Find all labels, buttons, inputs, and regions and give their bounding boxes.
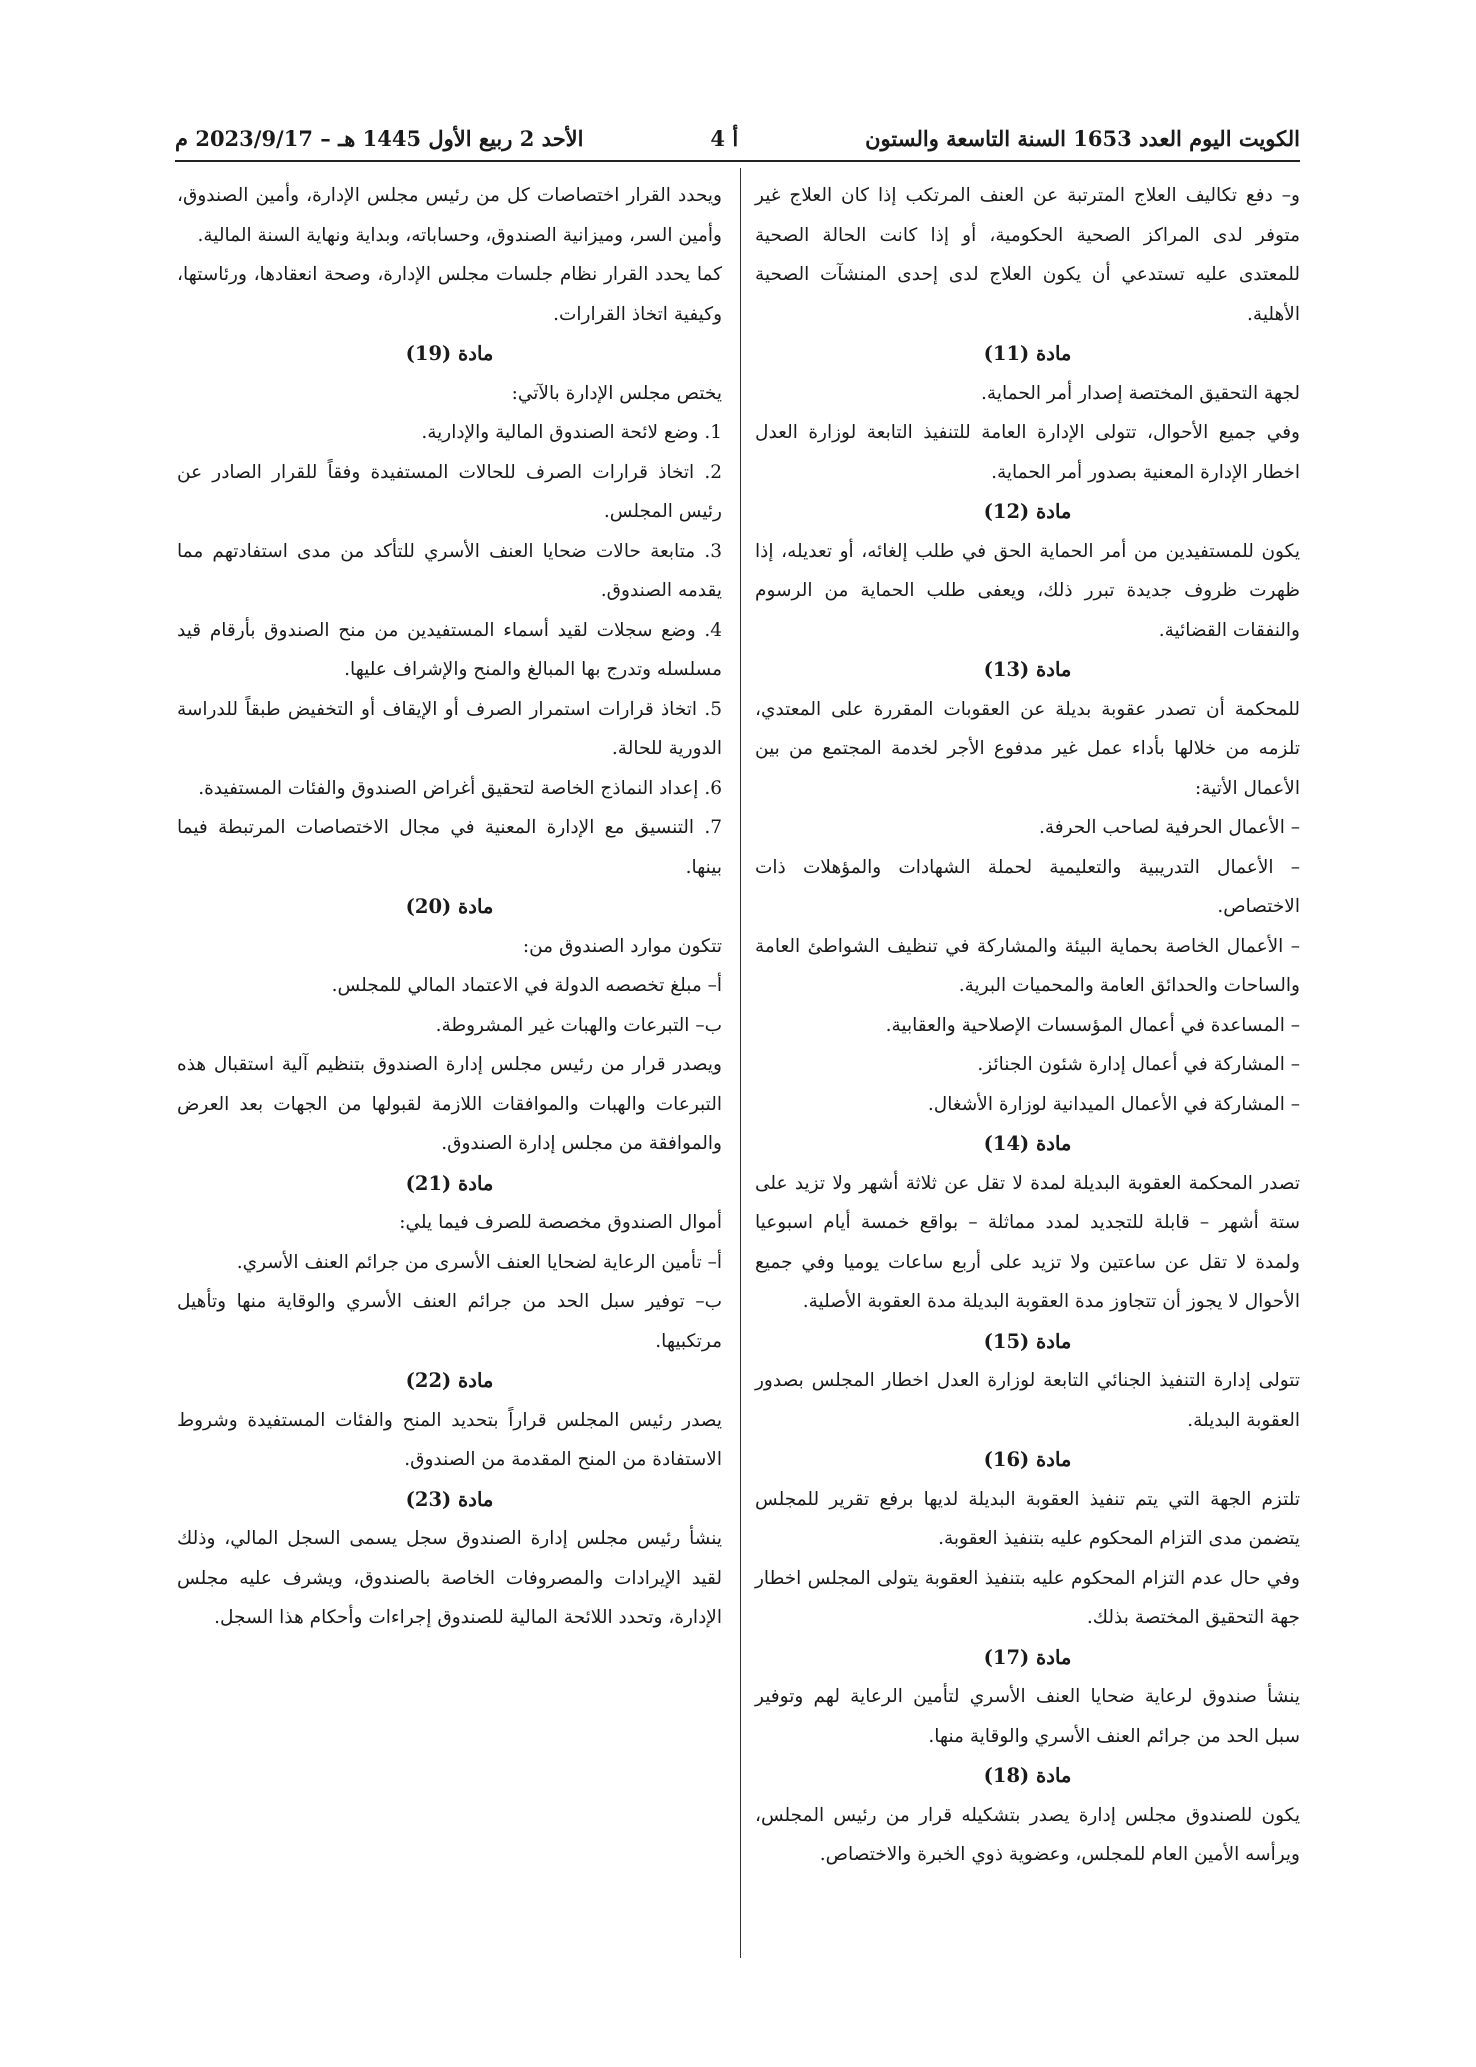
list-item: 1. وضع لائحة الصندوق المالية والإدارية. [421,422,722,443]
paragraph: تصدر المحكمة العقوبة البديلة لمدة لا تقل عن ثلاثة أشهر ولا تزيد على ستة أشهر – قابلة للتجديد لمدد مماثلة – بواقع خمسة أيام اسبوعيا ولمدة لا تقل عن ساعتين ولا تزيد على أربع ساعات يوميا وفي جميع الأحوال لا يجوز أن تتجاوز مدة العقوبة البديلة مدة العقوبة الأصلية. [755,1172,1300,1312]
list-item: أ– مبلغ تخصصه الدولة في الاعتماد المالي للمجلس. [331,975,722,996]
paragraph: ينشأ صندوق لرعاية ضحايا العنف الأسري لتأمين الرعاية لهم وتوفير سبل الحد من جرائم العنف الأسري والوقاية منها. [755,1686,1300,1747]
page-header [175,118,1300,158]
paragraph: وفي جميع الأحوال، تتولى الإدارة العامة للتنفيذ التابعة لوزارة العدل اخطار الإدارة المعنية بصدور أمر الحماية. [755,422,1300,483]
list-item: 6. إعداد النماذج الخاصة لتحقيق أغراض الصندوق والفئات المستفيدة. [198,777,722,799]
list-item: – المشاركة في أعمال إدارة شئون الجنائز. [977,1054,1300,1075]
list-item: ب– توفير سبل الحد من جرائم العنف الأسري والوقاية منها وتأهيل مرتكبيها. [177,1291,722,1352]
paragraph: تلتزم الجهة التي يتم تنفيذ العقوبة البديلة لديها برفع تقرير للمجلس يتضمن مدى التزام المحكوم عليه بتنفيذ العقوبة. [755,1488,1300,1549]
header-rule [175,160,1300,162]
article-heading-16: مادة (16) [983,1448,1072,1471]
paragraph: للمحكمة أن تصدر عقوبة بديلة عن العقوبات المقررة على المعتدي، تلزمه من خلالها بأداء عمل غير مدفوع الأجر لخدمة المجتمع من بين الأعمال الأتية: [755,698,1300,799]
article-heading-21: مادة (21) [405,1171,494,1195]
article-heading-22: مادة (22) [405,1369,494,1392]
paragraph: و– دفع تكاليف العلاج المترتبة عن العنف المرتكب إذا كان العلاج غير متوفر لدى المراكز الصحية الحكومية، أو إذا كانت الحالة الصحية للمعتدى عليه تستدعي أن يكون العلاج لدى إحدى المنشآت الصحية الأهلية. [755,185,1300,325]
article-heading-23: مادة (23) [405,1487,494,1511]
list-item: 2. اتخاذ قرارات الصرف للحالات المستفيدة وفقاً للقرار الصادر عن رئيس المجلس. [177,461,722,522]
header-page-number: أ 4 [710,125,739,151]
list-item: ب– التبرعات والهبات غير المشروطة. [435,1014,722,1036]
list-item: – المشاركة في الأعمال الميدانية لوزارة الأشغال. [927,1093,1300,1115]
paragraph: ويحدد القرار اختصاصات كل من رئيس مجلس الإدارة، وأمين الصندوق، وأمين السر، وميزانية الصندوق، وحساباته، وبداية ونهاية السنة المالية. [177,185,722,246]
list-item: 5. اتخاذ قرارات استمرار الصرف أو الإيقاف أو التخفيض طبقاً للدراسة الدورية للحالة. [177,698,722,759]
paragraph: لجهة التحقيق المختصة إصدار أمر الحماية. [981,382,1300,404]
header-date: الأحد 2 ربيع الأول 1445 هـ – 2023/9/17 م [175,125,584,151]
paragraph: ينشأ رئيس مجلس إدارة الصندوق سجل يسمى السجل المالي، وذلك لقيد الإيرادات والمصروفات الخاصة بالصندوق، ويشرف عليه مجلس الإدارة، وتحدد اللائحة المالية للصندوق إجراءات وأحكام هذا السجل. [177,1528,722,1628]
list-item: 3. متابعة حالات ضحايا العنف الأسري للتأكد من مدى استفادتهم مما يقدمه الصندوق. [177,540,722,601]
list-item: 7. التنسيق مع الإدارة المعنية في مجال الاختصاصات المرتبطة فيما بينها. [177,817,722,878]
article-heading-12: مادة (12) [983,500,1072,523]
paragraph: تتولى إدارة التنفيذ الجنائي التابعة لوزارة العدل اخطار المجلس بصدور العقوبة البديلة. [755,1370,1300,1431]
article-heading-17: مادة (17) [983,1645,1072,1669]
paragraph: يكون للمستفيدين من أمر الحماية الحق في طلب إلغائه، أو تعديله، إذا ظهرت ظروف جديدة تبرر ذلك، ويعفى طلب الحماية من الرسوم والنفقات القضائية. [755,540,1300,641]
paragraph: يكون للصندوق مجلس إدارة يصدر بتشكيله قرار من رئيس المجلس، ويرأسه الأمين العام للمجلس، وعضوية ذوي الخبرة والاختصاص. [755,1804,1300,1865]
paragraph: وفي حال عدم التزام المحكوم عليه بتنفيذ العقوبة يتولى المجلس اخطار جهة التحقيق المختصة بذلك. [755,1567,1300,1628]
paragraph: يختص مجلس الإدارة بالآتي: [511,382,722,404]
list-item: – الأعمال الخاصة بحماية البيئة والمشاركة في تنظيف الشواطئ العامة والساحات والحدائق العامة والمحميات البرية. [755,935,1300,996]
article-heading-19: مادة (19) [405,342,494,365]
paragraph: ويصدر قرار من رئيس مجلس إدارة الصندوق بتنظيم آلية استقبال هذه التبرعات والهبات والموافقات اللازمة لقبولها من الجهات بعد العرض والموافقة من مجلس إدارة الصندوق. [177,1054,722,1154]
paragraph: كما يحدد القرار نظام جلسات مجلس الإدارة، وصحة انعقادها، ورئاستها، وكيفية اتخاذ القرارات. [177,264,722,325]
list-item: 4. وضع سجلات لقيد أسماء المستفيدين من منح الصندوق بأرقام قيد مسلسله وتدرج بها المبالغ والمنح والإشراف عليها. [177,619,722,680]
paragraph: أموال الصندوق مخصصة للصرف فيما يلي: [399,1212,722,1233]
list-item: – المساعدة في أعمال المؤسسات الإصلاحية والعقابية. [885,1014,1300,1036]
article-heading-15: مادة (15) [983,1329,1072,1353]
article-heading-11: مادة (11) [983,342,1072,365]
article-heading-18: مادة (18) [983,1764,1072,1787]
article-heading-13: مادة (13) [983,658,1072,681]
right-column [755,176,1300,1875]
left-column [177,176,722,1638]
list-item: – الأعمال الحرفية لصاحب الحرفة. [1038,817,1300,838]
paragraph: تتكون موارد الصندوق من: [522,935,722,957]
paragraph: يصدر رئيس المجلس قراراً بتحديد المنح والفئات المستفيدة وشروط الاستفادة من المنح المقدمة من الصندوق. [177,1409,722,1470]
article-heading-14: مادة (14) [983,1132,1072,1155]
list-item: أ– تأمين الرعاية لضحايا العنف الأسرى من جرائم العنف الأسري. [236,1251,722,1273]
list-item: – الأعمال التدريبية والتعليمية لحملة الشهادات والمؤهلات ذات الاختصاص. [755,856,1300,917]
header-publication: الكويت اليوم العدد 1653 السنة التاسعة والستون [865,125,1300,151]
column-divider [740,168,741,1958]
article-heading-20: مادة (20) [405,895,494,918]
